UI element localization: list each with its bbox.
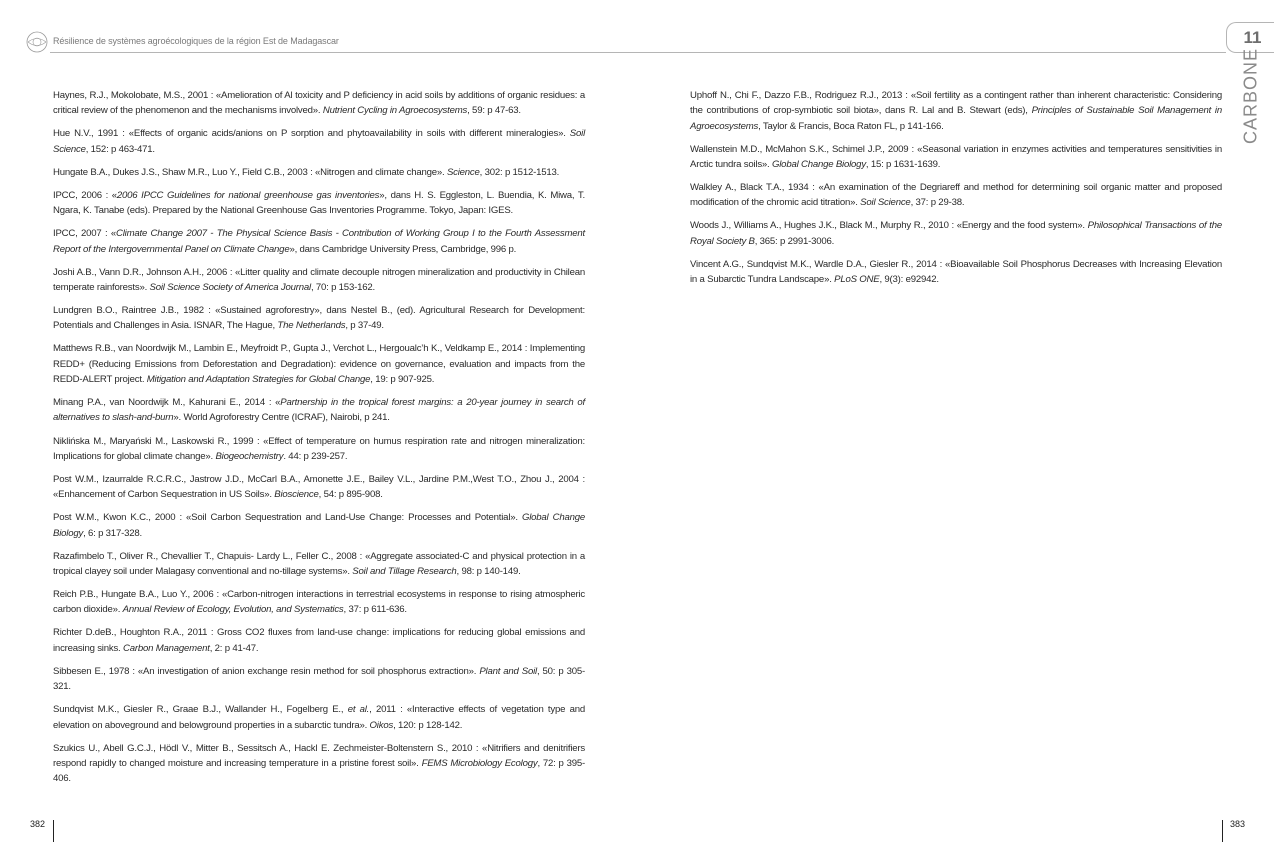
reference-italic-segment: Global Change Biology	[53, 512, 585, 539]
reference-text-segment: », dans H. S. Eggleston, L. Buendia, K. Miwa, T. Ngara, K. Tanabe (eds). Prepared by the National Greenhouse Gas Inventories Programme. Tokyo, Japan: IGES.	[53, 189, 585, 217]
reference-text-segment: . 44: p 239-257.	[283, 450, 348, 462]
reference-italic-segment: Soil Science Society of America Journal	[149, 281, 311, 293]
page-number-right: 383	[1230, 819, 1246, 829]
reference-italic-segment: Philosophical Transactions of the Royal Society B	[690, 220, 1222, 247]
reference-text-segment: , 70: p 153-162.	[310, 281, 375, 293]
reference-text-segment: , 15: p 1631-1639.	[865, 158, 941, 170]
reference-text-segment: Post W.M., Izaurralde R.C.R.C., Jastrow J.D., McCarl B.A., Amonette J.E., Bailey V.L., Jardine P.M.,West T.O., Zhou J., 2004 : «Enhancement of Carbon Sequestration in US Soils».	[53, 473, 585, 501]
reference-entry	[690, 218, 1222, 249]
reference-text-segment: , p 37-49.	[345, 320, 384, 332]
reference-italic-segment: PLoS ONE	[834, 274, 880, 286]
reference-italic-segment: Plant and Soil	[479, 665, 537, 677]
reference-italic-segment: et al.	[347, 704, 370, 716]
reference-text-segment: IPCC, 2007 : «	[53, 228, 116, 240]
reference-italic-segment: Principles of Sustainable Soil Management in Agroecosystems	[690, 105, 1222, 132]
reference-entry	[53, 88, 585, 119]
reference-entry	[53, 434, 585, 465]
reference-text-segment: Haynes, R.J., Mokolobate, M.S., 2001 : «Amelioration of Al toxicity and P deficiency in acid soils by additions of organic residues: a critical review of the phenomenon and the mechanisms involved».	[53, 90, 585, 117]
page-number-left: 382	[30, 819, 46, 829]
reference-text-segment: Hue N.V., 1991 : «Effects of organic acids/anions on P sorption and phytoavailability in soils with different mineralogies».	[53, 128, 570, 140]
reference-text-segment: , 2: p 41-47.	[209, 642, 259, 654]
reference-text-segment: Sundqvist M.K., Giesler R., Graae B.J., Wallander H., Fogelberg E.,	[53, 704, 348, 716]
reference-italic-segment: Partnership in the tropical forest margins: a 20-year journey in search of alternatives to slash-and-burn	[53, 397, 586, 424]
page-marker-right	[1222, 820, 1223, 842]
reference-entry	[53, 625, 585, 656]
reference-text-segment: Woods J., Williams A., Hughes J.K., Black M., Murphy R., 2010 : «Energy and the food system».	[690, 220, 1088, 232]
reference-italic-segment: Carbon Management	[122, 642, 210, 654]
reference-entry	[53, 510, 585, 541]
reference-text-segment: Joshi A.B., Vann D.R., Johnson A.H., 2006 : «Litter quality and climate decouple nitrogen mineralization and productivity in Chilean temperate rainforests».	[53, 266, 585, 293]
reference-italic-segment: Oikos	[369, 719, 394, 731]
reference-italic-segment: Nutrient Cycling in Agroecosystems	[322, 105, 468, 117]
reference-italic-segment: FEMS Microbiology Ecology	[421, 757, 538, 769]
reference-text-segment: , 37: p 29-38.	[910, 197, 965, 209]
reference-italic-segment: The Netherlands	[277, 320, 346, 332]
references-right-column	[690, 88, 1222, 295]
reference-entry	[53, 549, 585, 580]
reference-text-segment: , 72: p 395-406.	[53, 757, 585, 785]
reference-italic-segment: Annual Review of Ecology, Evolution, and Systematics	[122, 604, 344, 616]
reference-entry	[53, 472, 585, 503]
cirad-logo-icon	[25, 30, 49, 54]
reference-text-segment: Wallenstein M.D., McMahon S.K., Schimel J.P., 2009 : «Seasonal variation in enzymes activities and temperatures sensitivities in Arctic tundra soils».	[690, 143, 1222, 170]
reference-entry	[53, 664, 585, 695]
reference-text-segment: Uphoff N., Chi F., Dazzo F.B., Rodriguez R.J., 2013 : «Soil fertility as a contingent rather than inherent characteristic: Considering the contributions of crop-symbiotic soil biota», dans R. Lal and B. Stewart (eds),	[690, 90, 1222, 117]
reference-text-segment: , 98: p 140-149.	[456, 565, 521, 577]
reference-entry	[53, 395, 585, 426]
reference-italic-segment: Soil Science	[860, 197, 911, 209]
reference-text-segment: Niklińska M., Maryański M., Laskowski R., 1999 : «Effect of temperature on humus respiration rate and nitrogen mineralization: Implications for global climate change».	[53, 435, 585, 462]
reference-entry	[53, 226, 585, 257]
reference-text-segment: , 365: p 2991-3006.	[754, 235, 835, 247]
reference-italic-segment: Biogeochemistry	[215, 450, 284, 462]
reference-entry	[53, 341, 585, 387]
reference-text-segment: , Taylor & Francis, Boca Raton FL, p 141-166.	[758, 120, 944, 132]
reference-text-segment: , 37: p 611-636.	[343, 604, 407, 616]
reference-entry	[690, 257, 1222, 288]
chapter-number: 11	[1243, 28, 1262, 47]
page-marker-left	[53, 820, 54, 842]
reference-text-segment: Walkley A., Black T.A., 1934 : «An examination of the Degriareff and method for determining soil organic matter and proposed modification of the chromic acid titration».	[690, 182, 1222, 209]
reference-entry	[53, 188, 585, 219]
reference-entry	[690, 180, 1222, 211]
reference-italic-segment: Bioscience	[274, 489, 319, 501]
reference-text-segment: Reich P.B., Hungate B.A., Luo Y., 2006 : «Carbon-nitrogen interactions in terrestrial ecosystems in response to rising atmospheric carbon dioxide».	[53, 589, 585, 616]
reference-entry	[53, 303, 585, 334]
reference-text-segment: , 59: p 47-63.	[467, 105, 521, 117]
reference-text-segment: Razafimbelo T., Oliver R., Chevallier T., Chapuis- Lardy L., Feller C., 2008 : «Aggregate associated-C and physical protection in a tropical clayey soil under Malagasy conventional and no-tillage systems».	[53, 550, 585, 577]
reference-italic-segment: Global Change Biology	[771, 158, 866, 170]
reference-italic-segment: Climate Change 2007 - The Physical Science Basis - Contribution of Working Group I to the Fourth Assessment Report of the Intergovernmental Panel on Climate Change	[53, 228, 585, 255]
reference-italic-segment: Mitigation and Adaptation Strategies for Global Change	[146, 374, 371, 386]
reference-entry	[53, 587, 585, 618]
reference-text-segment: , 152: p 463-471.	[85, 143, 155, 155]
reference-italic-segment: Science	[446, 166, 480, 178]
chapter-label: CARBONE	[1240, 47, 1261, 145]
reference-text-segment: , 19: p 907-925.	[370, 374, 435, 386]
reference-entry	[690, 142, 1222, 173]
header-rule	[50, 52, 1226, 53]
reference-entry	[690, 88, 1222, 134]
reference-italic-segment: Soil and Tillage Research	[352, 565, 457, 577]
reference-text-segment: Post W.M., Kwon K.C., 2000 : «Soil Carbon Sequestration and Land-Use Change: Processes and Potential».	[53, 512, 522, 524]
reference-italic-segment: Soil Science	[53, 128, 585, 155]
reference-text-segment: Szukics U., Abell G.C.J., Hödl V., Mitter B., Sessitsch A., Hackl E. Zechmeister-Boltenstern S., 2010 : «Nitrifiers and denitrifiers respond rapidly to changed moisture and increasing temperature in a pristine forest soil».	[53, 742, 585, 769]
running-header-title: Résilience de systèmes agroécologiques de la région Est de Madagascar	[53, 36, 339, 46]
reference-text-segment: , 9(3): e92942.	[879, 274, 939, 286]
reference-text-segment: ». World Agroforestry Centre (ICRAF), Nairobi, p 241.	[173, 412, 390, 424]
reference-text-segment: Lundgren B.O., Raintree J.B., 1982 : «Sustained agroforestry», dans Nestel B., (ed). Agricultural Research for Development: Potentials and Challenges in Asia. ISNAR, The Hague,	[53, 305, 585, 332]
reference-text-segment: , 6: p 317-328.	[83, 527, 142, 539]
reference-text-segment: Hungate B.A., Dukes J.S., Shaw M.R., Luo Y., Field C.B., 2003 : «Nitrogen and climate change».	[53, 166, 447, 178]
reference-entry	[53, 702, 585, 733]
reference-text-segment: , 50: p 305-321.	[53, 665, 585, 693]
reference-text-segment: Vincent A.G., Sundqvist M.K., Wardle D.A., Giesler R., 2014 : «Bioavailable Soil Phosphorus Decreases with Increasing Elevation in a Subarctic Tundra Landscape».	[690, 258, 1222, 286]
reference-text-segment: IPCC, 2006 : «	[53, 189, 117, 201]
reference-entry	[53, 265, 585, 296]
reference-text-segment: , 302: p 1512-1513.	[479, 166, 560, 178]
reference-text-segment: Minang P.A., van Noordwijk M., Kahurani E., 2014 : «	[53, 397, 281, 409]
reference-text-segment: », dans Cambridge University Press, Cambridge, 996 p.	[289, 243, 517, 255]
references-left-column	[53, 88, 585, 794]
reference-text-segment: , 2011 : «Interactive effects of vegetation type and elevation on aboveground and belowground properties in a subarctic tundra».	[53, 704, 585, 731]
reference-text-segment: Matthews R.B., van Noordwijk M., Lambin E., Meyfroidt P., Gupta J., Verchot L., Hergoualc’h K., Veldkamp E., 2014 : Implementing REDD+ (Reducing Emissions from Deforestation and Degradation): evidence on governance, evaluation and impacts from the REDD-ALERT project.	[53, 343, 585, 386]
reference-text-segment: , 54: p 895-908.	[318, 489, 383, 501]
reference-text-segment: Richter D.deB., Houghton R.A., 2011 : Gross CO2 fluxes from land-use change: implications for reducing global emissions and increasing sinks.	[53, 627, 585, 654]
reference-text-segment: Sibbesen E., 1978 : «An investigation of anion exchange resin method for soil phosphorus extraction».	[53, 665, 480, 677]
reference-entry	[53, 165, 585, 180]
reference-entry	[53, 126, 585, 157]
reference-entry	[53, 741, 585, 787]
reference-italic-segment: 2006 IPCC Guidelines for national greenhouse gas inventories	[116, 189, 380, 201]
reference-text-segment: , 120: p 128-142.	[393, 719, 463, 731]
